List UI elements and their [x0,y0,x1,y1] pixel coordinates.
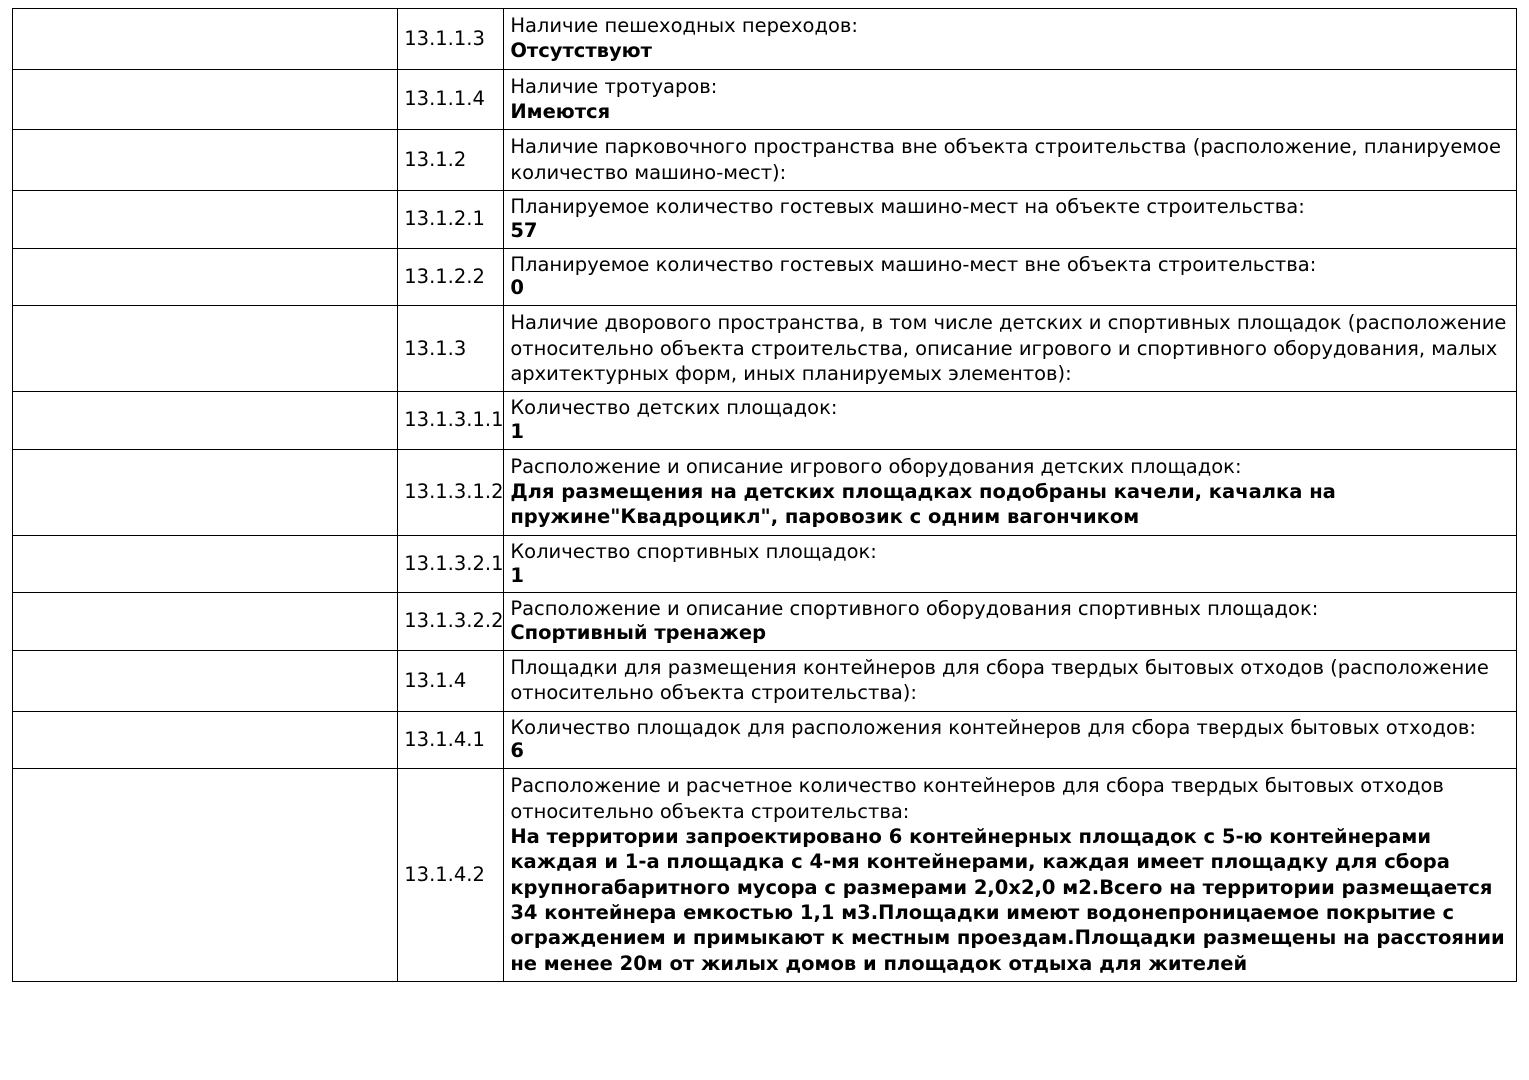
row-content [504,711,1517,769]
row-spacer-cell [13,769,398,982]
row-code: 13.1.4.1 [398,711,504,769]
table-row [13,306,1517,392]
row-code: 13.1.4.2 [398,769,504,982]
row-label: Количество площадок для расположения контейнеров для сбора твердых бытовых отходов: [510,715,1476,739]
row-code: 13.1.4 [398,650,504,711]
row-spacer-cell [13,392,398,450]
row-value: 0 [510,276,524,300]
table-body [13,9,1517,982]
row-value: 6 [510,739,524,763]
row-code: 13.1.3.2.2 [398,593,504,651]
row-content [504,392,1517,450]
row-content [504,593,1517,651]
table-row [13,449,1517,535]
row-code: 13.1.3.1.2 [398,449,504,535]
table-row [13,248,1517,306]
row-label: Количество спортивных площадок: [510,539,877,563]
row-label: Наличие пешеходных переходов: [510,14,858,37]
row-spacer-cell [13,191,398,249]
specification-table [12,8,1517,982]
table-row [13,392,1517,450]
row-label: Расположение и описание спортивного оборудования спортивных площадок: [510,597,1319,621]
table-row [13,69,1517,130]
table-row [13,130,1517,191]
row-content [504,306,1517,392]
row-label: Расположение и описание игрового оборудования детских площадок: [510,454,1242,478]
row-spacer-cell [13,711,398,769]
row-value: 57 [510,218,538,242]
row-label: Планируемое количество гостевых машино-мест вне объекта строительства: [510,252,1317,276]
row-code: 13.1.2 [398,130,504,191]
row-label: Наличие тротуаров: [510,74,718,98]
row-value: Для размещения на детских площадках подобраны качели, качалка на пружине"Квадроцикл", паровозик с одним вагончиком [510,480,1336,529]
row-label: Наличие парковочного пространства вне объекта строительства (расположение, планируемое количество машино-мест): [510,135,1501,184]
row-spacer-cell [13,130,398,191]
row-content [504,69,1517,130]
row-content [504,449,1517,535]
row-value: Спортивный тренажер [510,621,767,645]
table-row [13,191,1517,249]
row-spacer-cell [13,593,398,651]
row-content [504,191,1517,249]
row-value: 1 [510,563,524,587]
row-label: Площадки для размещения контейнеров для сбора твердых бытовых отходов (расположение относительно объекта строительства): [510,655,1489,705]
row-spacer-cell [13,449,398,535]
table-row [13,711,1517,769]
row-value: 1 [510,420,524,443]
row-code: 13.1.1.4 [398,69,504,130]
row-value: Отсутствуют [510,39,652,63]
row-content [504,650,1517,711]
row-value: На территории запроектировано 6 контейнерных площадок с 5-ю контейнерами каждая и 1-а площадка с 4-мя контейнерами, каждая имеет площадку для сбора крупногабаритного мусора с размерами 2,0х2,0 м2.Всего на территории размещается 34 контейнера емкостью 1,1 м3.Площадки имеют водонепроницаемое покрытие с ограждением и примыкают к местным проездам.Площадки размещены на расстоянии не менее 20м от жилых домов и площадок отдыха для жителей [510,824,1505,975]
table-row [13,9,1517,70]
row-content [504,248,1517,306]
row-code: 13.1.2.2 [398,248,504,306]
row-label: Расположение и расчетное количество контейнеров для сбора твердых бытовых отходов относительно объекта строительства: [510,774,1444,823]
table-row [13,769,1517,982]
row-content [504,130,1517,191]
row-label: Планируемое количество гостевых машино-мест на объекте строительства: [510,195,1305,219]
table-row [13,535,1517,593]
row-content [504,535,1517,593]
row-spacer-cell [13,9,398,70]
table-row [13,593,1517,651]
row-code: 13.1.3.1.1 [398,392,504,450]
table-row [13,650,1517,711]
row-code: 13.1.1.3 [398,9,504,70]
row-spacer-cell [13,248,398,306]
row-spacer-cell [13,650,398,711]
row-content [504,9,1517,70]
row-spacer-cell [13,306,398,392]
row-label: Количество детских площадок: [510,396,838,420]
row-code: 13.1.3 [398,306,504,392]
row-spacer-cell [13,535,398,593]
row-label: Наличие дворового пространства, в том числе детских и спортивных площадок (расположение относительно объекта строительства, описание игрового и спортивного оборудования, малых архитектурных форм, иных планируемых элементов): [510,311,1507,385]
row-code: 13.1.2.1 [398,191,504,249]
row-content [504,769,1517,982]
row-value: Имеются [510,100,611,124]
row-code: 13.1.3.2.1 [398,535,504,593]
row-spacer-cell [13,69,398,130]
